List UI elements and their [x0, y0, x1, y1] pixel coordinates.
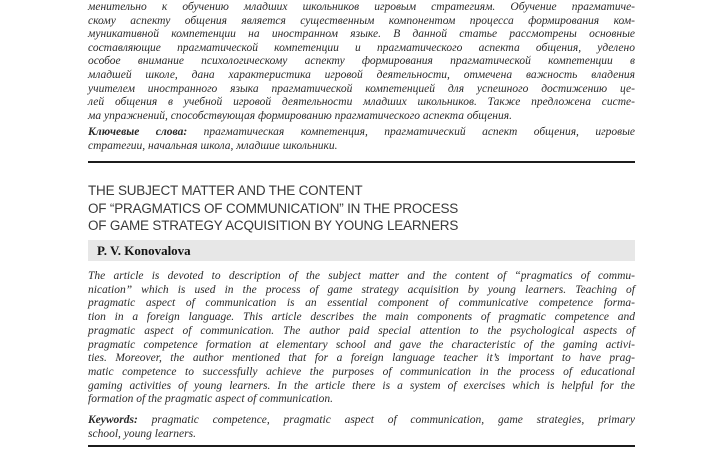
english-abstract-line: formation of the pragmatic aspect of communication. [88, 393, 333, 406]
english-keywords-line [88, 414, 635, 428]
title-line: THE SUBJECT MATTER AND THE CONTENT [88, 183, 363, 198]
russian-abstract-line: скому аспекту общения является существенным компонентом процесса формирования ком- [88, 14, 635, 27]
russian-keywords-line: стратегии, начальная школа, младшие школьники. [88, 139, 338, 152]
english-abstract [88, 270, 635, 407]
russian-abstract-line: младшей школе, дана характеристика игровой деятельности, отмечена важность владения [88, 68, 635, 81]
russian-abstract-line: лей общения в учебной игровой деятельности младших школьников. Также предложена систе- [88, 96, 635, 109]
author-name: P. V. Konovalova [97, 243, 191, 258]
english-abstract-line: tion in a foreign language. This article describes the main components of pragmatic competence and [88, 311, 635, 324]
russian-keywords-line [88, 126, 635, 140]
russian-abstract [88, 1, 635, 123]
russian-abstract-line: особое внимание психологическому аспекту формирования прагматической компетенции в [88, 55, 635, 68]
title-line: OF “PRAGMATICS OF COMMUNICATION” IN THE PROCESS [88, 200, 459, 216]
russian-keywords-text: прагматическая компетенция, прагматический аспект общения, игровые [203, 126, 635, 138]
english-abstract-line: pragmatic competence formation at elementary school and gave the characteristic of the gaming activi- [88, 338, 635, 351]
section-divider-top [88, 161, 635, 163]
russian-abstract-line: учителем иностранного языка прагматической компетенцией для успешного достижению це- [88, 82, 635, 95]
russian-abstract-line: ма упражнений, способствующая формированию прагматического аспекта общения. [88, 109, 512, 122]
english-keywords [88, 414, 635, 441]
english-abstract-line: gaming activities of young learners. In the article there is a system of exercises which is helpful for the [88, 379, 635, 392]
english-abstract-line: pragmatic aspect of communication. The author paid special attention to the psychological aspects of [88, 324, 635, 337]
russian-keywords [88, 126, 635, 153]
english-keywords-label: Keywords: [88, 414, 138, 426]
english-keywords-text: pragmatic competence, pragmatic aspect of communication, game strategies, primary [151, 414, 636, 426]
russian-abstract-line: муникативной компетенции на иностранном языке. В данной статье рассмотрены основные [88, 28, 635, 41]
english-abstract-line: matic competence to successfully achieve the purposes of communication in the process of educational [88, 365, 635, 378]
russian-abstract-line: составляющие прагматической компетенции и прагматического аспекта общения, уделено [88, 41, 635, 54]
article-title-english [88, 182, 635, 235]
english-abstract-line: nication” which is used in the process of game strategy acquisition by young learners. Teaching of [88, 283, 635, 296]
english-keywords-line: school, young learners. [88, 427, 196, 440]
title-line: OF GAME STRATEGY ACQUISITION BY YOUNG LEARNERS [88, 218, 459, 233]
russian-keywords-label: Ключевые слова: [88, 126, 188, 138]
section-divider-bottom [88, 445, 635, 447]
english-abstract-line: ties. Moreover, the author mentioned that for a foreign language teacher it’s important to have prag- [88, 352, 635, 365]
russian-abstract-line: менительно к обучению младших школьников игровым стратегиям. Обучение прагматиче- [88, 1, 635, 13]
english-abstract-line: The article is devoted to description of the subject matter and the content of “pragmatics of commu- [88, 270, 635, 282]
english-abstract-line: pragmatic aspect of communication is an essential component of communicative competence forma- [88, 297, 635, 310]
author-bar [88, 240, 635, 261]
